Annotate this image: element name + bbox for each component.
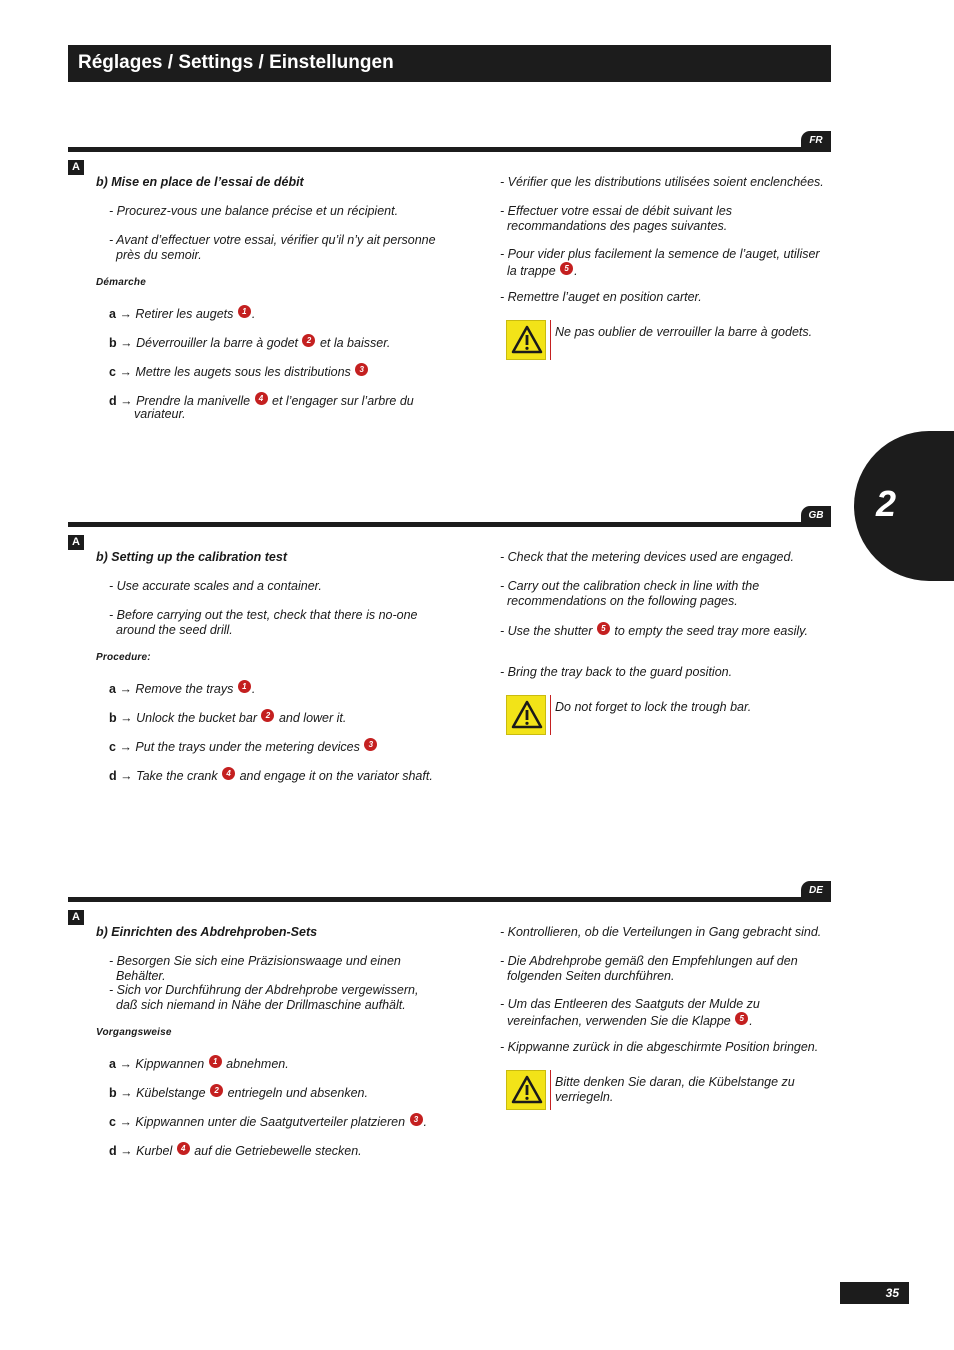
intro-text: - Before carrying out the test, check that there is no-one — [109, 608, 418, 622]
right-item — [500, 1040, 818, 1055]
right-text: - Vérifier que les distributions utilisées soient enclenchées. — [500, 175, 824, 189]
section-de — [0, 880, 954, 1180]
procedure-step — [109, 305, 255, 322]
callout-number: 5 — [597, 622, 610, 635]
section-gb — [0, 505, 954, 805]
language-badge: DE — [801, 881, 831, 901]
step-letter: d — [109, 1144, 117, 1158]
right-text-cont-b: . — [749, 1013, 753, 1028]
page-number: 35 — [840, 1282, 909, 1304]
right-item — [500, 175, 824, 190]
step-letter: d — [109, 394, 117, 408]
right-text: - Remettre l’auget en position carter. — [500, 290, 702, 304]
procedure-step — [109, 738, 378, 755]
right-item — [500, 954, 798, 969]
step-letter: b — [109, 1086, 117, 1100]
step-letter: a — [109, 307, 116, 321]
procedure-step — [109, 1142, 362, 1159]
step-text: → Retirer les augets — [119, 307, 234, 321]
step-text: → Kübelstange — [120, 1086, 206, 1100]
step-letter: d — [109, 769, 117, 783]
callout-number: 3 — [355, 363, 368, 376]
language-badge: GB — [801, 506, 831, 526]
intro-text: - Use accurate scales and a container. — [109, 579, 322, 593]
callout-number: 2 — [261, 709, 274, 722]
procedure-step — [109, 334, 390, 351]
intro-text-cont: près du semoir. — [116, 247, 202, 262]
right-item — [500, 622, 808, 639]
header-bar — [68, 45, 831, 82]
intro-text: - Besorgen Sie sich eine Präzisionswaage und einen — [109, 954, 401, 968]
step-letter: b — [109, 711, 117, 725]
callout-number: 1 — [209, 1055, 222, 1068]
right-text-cont — [507, 969, 675, 984]
warning-text: verriegeln. — [555, 1089, 614, 1104]
intro-text: - Procurez-vous une balance précise et un récipient. — [109, 204, 399, 218]
step-text: → Kippwannen unter die Saatgutverteiler platzieren — [119, 1115, 406, 1129]
step-text: → Mettre les augets sous les distributions — [119, 365, 351, 379]
step-text-after: et l’engager sur l’arbre du — [268, 394, 414, 408]
step-text: → Take the crank — [120, 769, 218, 783]
step-letter: a — [109, 1057, 116, 1071]
figure-label: A — [68, 160, 84, 175]
step-text: → Remove the trays — [119, 682, 234, 696]
page-title: Réglages / Settings / Einstellungen — [78, 52, 394, 73]
right-text: - Die Abdrehprobe gemäß den Empfehlungen auf den — [500, 954, 798, 968]
intro-text: - Avant d’effectuer votre essai, vérifier qu’il n’y ait personne — [109, 233, 436, 247]
procedure-label: Démarche — [96, 277, 146, 288]
warning-icon — [506, 1070, 546, 1110]
callout-number: 2 — [210, 1084, 223, 1097]
step-text: → Kurbel — [120, 1144, 173, 1158]
callout-number: 5 — [560, 262, 573, 275]
callout-number: 1 — [238, 305, 251, 318]
step-text: → Prendre la manivelle — [120, 394, 251, 408]
warning-text: Do not forget to lock the trough bar. — [555, 700, 752, 714]
right-item — [500, 204, 732, 219]
step-text-after: and engage it on the variator shaft. — [236, 769, 433, 783]
step-letter: c — [109, 740, 116, 754]
callout-number: 4 — [255, 392, 268, 405]
callout-number: 3 — [410, 1113, 423, 1126]
right-item — [500, 579, 759, 594]
warning-icon — [506, 320, 546, 360]
right-text: - Kippwanne zurück in die abgeschirmte Position bringen. — [500, 1040, 819, 1054]
right-text-cont-a: recommandations des pages suivantes. — [507, 218, 728, 233]
step-text-after: . — [251, 307, 256, 321]
procedure-label: Procedure: — [96, 652, 151, 663]
step-text-after: and lower it. — [275, 711, 347, 725]
callout-number: 4 — [177, 1142, 190, 1155]
procedure-step — [109, 709, 346, 726]
intro-text-cont: daß sich niemand in Nähe der Drillmaschine aufhält. — [116, 997, 406, 1012]
right-text-cont — [507, 594, 738, 609]
right-text-cont-a: la trappe — [507, 263, 556, 278]
right-text-cont-a: recommendations on the following pages. — [507, 593, 738, 608]
procedure-step — [109, 767, 433, 784]
procedure-step — [109, 680, 255, 697]
step-text-after: abnehmen. — [222, 1057, 289, 1071]
warning-divider — [550, 320, 551, 360]
right-text: - Use the shutter — [500, 624, 593, 638]
procedure-step — [109, 1055, 289, 1072]
warning-text: Bitte denken Sie daran, die Kübelstange zu — [555, 1075, 795, 1089]
step-text-after: . — [423, 1115, 427, 1129]
step-text-after: . — [251, 682, 256, 696]
right-item — [500, 665, 732, 680]
right-item — [500, 997, 760, 1012]
right-text: - Bring the tray back to the guard position. — [500, 665, 733, 679]
step-text-cont: variateur. — [134, 406, 186, 421]
step-text: → Déverrouiller la barre à godet — [120, 336, 298, 350]
procedure-step — [109, 363, 369, 380]
warning-divider — [550, 695, 551, 735]
warning-divider — [550, 1070, 551, 1110]
right-text-cont — [507, 1012, 753, 1029]
step-letter: b — [109, 336, 117, 350]
right-text-cont-b: . — [574, 263, 578, 278]
right-text-cont-a: vereinfachen, verwenden Sie die Klappe — [507, 1013, 731, 1028]
section-heading: b) Setting up the calibration test — [96, 550, 287, 564]
callout-number: 3 — [364, 738, 377, 751]
section-rule — [68, 897, 831, 902]
callout-number: 4 — [222, 767, 235, 780]
step-text-after: entriegeln und absenken. — [224, 1086, 368, 1100]
right-text: - Pour vider plus facilement la semence de l’auget, utiliser — [500, 247, 820, 261]
intro-text-cont: around the seed drill. — [116, 622, 233, 637]
right-item — [500, 925, 821, 940]
right-text-after: to empty the seed tray more easily. — [610, 624, 808, 638]
procedure-label: Vorgangsweise — [96, 1027, 172, 1038]
language-badge: FR — [801, 131, 831, 151]
callout-number: 1 — [238, 680, 251, 693]
callout-number: 5 — [735, 1012, 748, 1025]
step-text: → Kippwannen — [119, 1057, 205, 1071]
chapter-number: 2 — [876, 483, 897, 524]
right-item — [500, 247, 820, 262]
figure-label: A — [68, 535, 84, 550]
step-text-after: et la baisser. — [316, 336, 391, 350]
right-text: - Carry out the calibration check in line with the — [500, 579, 760, 593]
figure-label: A — [68, 910, 84, 925]
section-fr — [0, 130, 954, 430]
step-text: → Put the trays under the metering devices — [119, 740, 360, 754]
intro-text: - Sich vor Durchführung der Abdrehprobe vergewissern, — [109, 983, 419, 997]
right-text: - Um das Entleeren des Saatguts der Mulde zu — [500, 997, 760, 1011]
step-text: → Unlock the bucket bar — [120, 711, 257, 725]
warning-icon — [506, 695, 546, 735]
step-letter: a — [109, 682, 116, 696]
step-text-after: auf die Getriebewelle stecken. — [190, 1144, 362, 1158]
right-text: - Check that the metering devices used are engaged. — [500, 550, 794, 564]
right-item — [500, 290, 702, 305]
procedure-step — [109, 1084, 368, 1101]
right-text: - Kontrollieren, ob die Verteilungen in Gang gebracht sind. — [500, 925, 822, 939]
section-heading: b) Mise en place de l’essai de débit — [96, 175, 304, 189]
step-letter: c — [109, 365, 116, 379]
procedure-step — [109, 1113, 427, 1130]
section-rule — [68, 522, 831, 527]
right-text-cont-a: folgenden Seiten durchführen. — [507, 968, 675, 983]
section-rule — [68, 147, 831, 152]
right-item — [500, 550, 794, 565]
step-letter: c — [109, 1115, 116, 1129]
callout-number: 2 — [302, 334, 315, 347]
intro-text-cont: Behälter. — [116, 968, 166, 983]
right-text: - Effectuer votre essai de débit suivant les — [500, 204, 733, 218]
section-heading: b) Einrichten des Abdrehproben-Sets — [96, 925, 318, 939]
right-text-cont — [507, 219, 727, 234]
right-text-cont — [507, 262, 578, 279]
warning-text: Ne pas oublier de verrouiller la barre à godets. — [555, 325, 813, 339]
